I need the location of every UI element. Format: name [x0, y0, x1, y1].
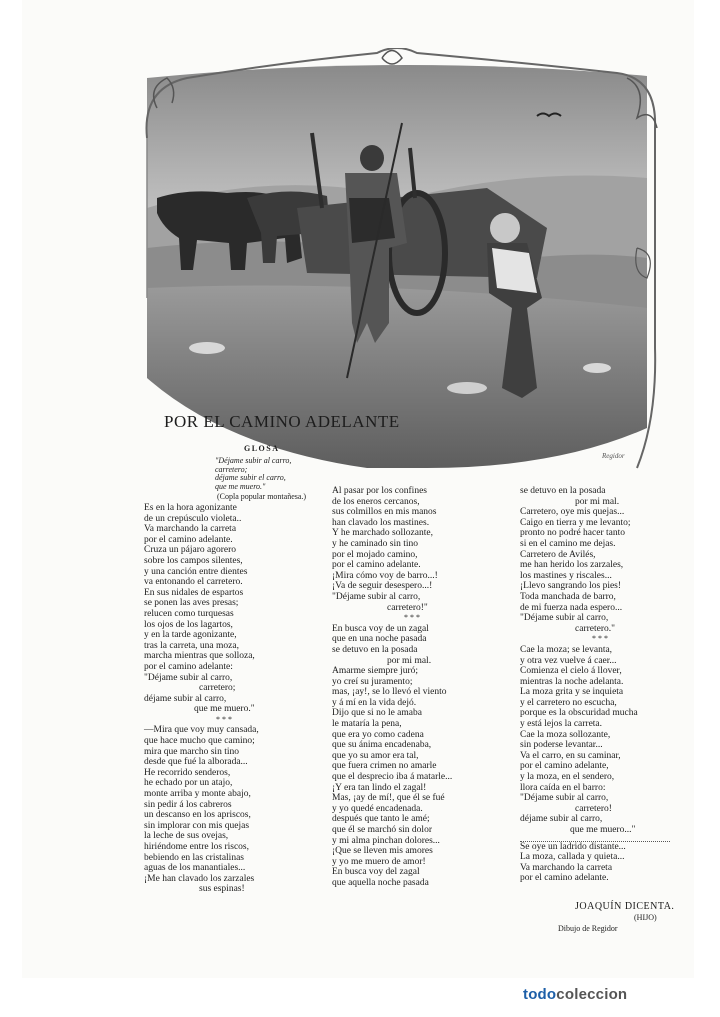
poem-line: hiriéndome entre los riscos,	[144, 842, 250, 852]
poem-line: relucen como turquesas	[144, 608, 234, 619]
poem-line: sin poderse levantar...	[520, 740, 603, 751]
poem-line: que fuera crimen no amarle	[332, 761, 437, 772]
poem-line: "Déjame subir al carro,	[144, 672, 233, 683]
poem-line: y he caminado sin tino	[332, 538, 419, 549]
poem-line: por el camino adelante.	[520, 873, 609, 884]
poem-line: y otra vez vuelve á caer...	[520, 655, 617, 666]
poem-line: de los eneros cercanos,	[332, 496, 420, 507]
poem-line: Va marchando la carreta	[520, 862, 613, 873]
poem-line: que hace mucho que camino;	[144, 736, 255, 747]
poem-line: déjame subir al carro,	[144, 693, 227, 704]
poem-line: ¡Llevo sangrando los pies!	[520, 581, 622, 592]
poem-line: "Déjame subir al carro,	[520, 613, 609, 624]
poem-line: sus colmillos en mis manos	[332, 507, 437, 518]
poem-line: carretero!"	[387, 602, 428, 613]
poem-line: le mataría la pena,	[332, 719, 402, 730]
poem-line: y una canción entre dientes	[144, 566, 248, 577]
poem-line: que me muero..."	[570, 825, 636, 835]
poem-line: Toda manchada de barro,	[520, 591, 616, 602]
poem-line: que en una noche pasada	[332, 634, 427, 645]
poem-line: se detuvo en la posada	[520, 486, 606, 496]
illustration-signature: Regidor	[602, 452, 625, 460]
poem-line: —Mira que voy muy cansada,	[144, 725, 259, 736]
poem-line: Amarme siempre juró;	[332, 666, 419, 677]
poem-line: yo creí su juramento;	[332, 676, 413, 687]
poem-line: ¡Me han clavado los zarzales	[144, 873, 255, 884]
poem-line: ¡Va de seguir desespero...!	[332, 581, 433, 592]
poem-line: tras la carreta, una moza,	[144, 640, 239, 651]
epigraph-line: déjame subir el carro,	[215, 473, 286, 482]
epigraph	[215, 457, 291, 491]
poem-line: mientras la noche adelanta.	[520, 676, 624, 687]
poem-line: y yo quedé encadenada.	[332, 803, 423, 814]
poem-line: Es en la hora agonizante	[144, 503, 237, 513]
poem-line: que era yo como cadena	[332, 729, 424, 740]
poem-line: En busca voy del zagal	[332, 867, 420, 878]
poem-line: y mi alma pinchan dolores...	[332, 835, 440, 846]
watermark-part-2: coleccion	[556, 986, 628, 1003]
poem-line: por mi mal.	[575, 496, 620, 507]
poem-line: sin implorar con mis quejas	[144, 820, 250, 831]
poem-line: por el camino adelante.	[144, 534, 233, 545]
poem-line: Dijo que si no le amaba	[332, 708, 422, 719]
poem-line: llora caída en el barro:	[520, 782, 606, 793]
poem-line: que su ánima encadenaba,	[332, 740, 432, 751]
poem-line: Y he marchado sollozante,	[332, 528, 433, 539]
poem-column-2	[332, 486, 492, 889]
poem-line: carretero."	[575, 623, 615, 634]
poem-line: se ponen las aves presas;	[144, 598, 239, 609]
poem-line: Cae la moza sollozante,	[520, 729, 611, 740]
drawing-credit: Dibujo de Regidor	[558, 924, 618, 933]
poem-line: un descanso en los apriscos,	[144, 810, 251, 821]
poem-line: va entonando el carretero.	[144, 577, 243, 588]
epigraph-line: "Déjame subir al carro,	[215, 456, 292, 465]
poem-line: desde que fué la alborada...	[144, 757, 248, 768]
poem-line: si en el camino me dejas.	[520, 538, 616, 549]
poem-line: En busca voy de un zagal	[332, 623, 429, 634]
poem-line: sus espinas!	[199, 884, 245, 895]
epigraph-line: que me muero."	[215, 481, 266, 491]
poem-line: que yo su amor era tal,	[332, 750, 419, 761]
poem-line: Se oye un ladrido distante...	[520, 841, 626, 852]
poem-line: que me muero."	[194, 704, 255, 715]
poem-line: déjame subir al carro,	[520, 814, 603, 825]
poem-line: "Déjame subir al carro,	[332, 591, 421, 602]
glosa-heading: GLOSA	[244, 444, 280, 453]
poem-line: carretero;	[199, 683, 236, 694]
poem-line: Al pasar por los confines	[332, 486, 427, 496]
poem-line: La moza grita y se inquieta	[520, 687, 624, 698]
poem-line: han clavado los mastines.	[332, 517, 430, 528]
poem-line: * * *	[592, 634, 608, 644]
engraving-illustration	[127, 48, 667, 470]
poem-line: ¡Y era tan lindo el zagal!	[332, 782, 427, 793]
poem-line: sin pedir á los cabreros	[144, 799, 232, 810]
poem-line: carretero!	[575, 803, 612, 814]
author-note: (HIJO)	[634, 913, 657, 922]
poem-line: ¡Que se lleven mis amores	[332, 846, 433, 857]
poem-line: Mas, ¡ay de mí!, que él se fué	[332, 793, 445, 804]
poem-line: sobre los campos silentes,	[144, 555, 243, 566]
poem-line: marcha mientras que solloza,	[144, 651, 255, 662]
poem-line: En sus nidales de espartos	[144, 587, 244, 598]
poem-line: La moza, callada y quieta...	[520, 852, 625, 863]
poem-line: que él se marchó sin dolor	[332, 825, 432, 835]
epigraph-line: carretero;	[215, 464, 248, 474]
poem-line: Cruza un pájaro agorero	[144, 545, 237, 556]
poem-line: he echado por un atajo,	[144, 778, 233, 789]
poem-line: mas, ¡ay!, se lo llevó el viento	[332, 687, 447, 698]
poem-line: después que tanto le amé;	[332, 814, 430, 825]
poem-line: aguas de los manantiales...	[144, 863, 246, 874]
poem-line: por el mojado camino,	[332, 549, 418, 560]
poem-line: * * *	[404, 613, 420, 623]
poem-line: y yo me muero de amor!	[332, 856, 426, 867]
author-name: JOAQUÍN DICENTA.	[575, 901, 675, 912]
poem-line: * * *	[216, 714, 232, 724]
poem-line: que aquella noche pasada	[332, 877, 429, 888]
poem-line: por el camino adelante:	[144, 661, 233, 672]
poem-line: Va el carro, en su caminar,	[520, 750, 621, 761]
poem-line: Carretero, oye mis quejas...	[520, 507, 625, 518]
poem-line: Caigo en tierra y me levanto;	[520, 517, 631, 528]
poem-line: y está lejos la carreta.	[520, 719, 603, 730]
poem-line: "Déjame subir al carro,	[520, 793, 609, 804]
watermark-logo	[523, 986, 627, 1003]
epigraph-credit: (Copla popular montañesa.)	[217, 492, 307, 501]
poem-line: los ojos de los lagartos,	[144, 619, 233, 630]
poem-line: Comienza el cielo á llover,	[520, 666, 622, 677]
watermark-part-1: todo	[523, 986, 557, 1003]
poem-line: He recorrido senderos,	[144, 767, 231, 778]
article-title: POR EL CAMINO ADELANTE	[164, 412, 400, 431]
poem-line: Va marchando la carreta	[144, 524, 237, 535]
poem-line: se detuvo en la posada	[332, 644, 418, 655]
poem-column-3	[520, 486, 680, 884]
poem-line: y en la tarde agonizante,	[144, 630, 237, 641]
poem-line: y el carretero no escucha,	[520, 697, 617, 708]
poem-line: pronto no podré hacer tanto	[520, 528, 625, 539]
poem-line: de mi fuerza nada espero...	[520, 602, 623, 613]
poem-column-1	[144, 503, 304, 895]
poem-line: me han herido los zarzales,	[520, 560, 624, 571]
poem-line: Carretero de Avilés,	[520, 549, 596, 560]
poem-line: la leche de sus ovejas,	[144, 831, 229, 842]
poem-line: que el desprecio iba á matarle...	[332, 772, 453, 783]
poem-line: monte arriba y monte abajo,	[144, 789, 251, 800]
poem-line: por el camino adelante.	[332, 560, 421, 571]
poem-line: por el camino adelante,	[520, 761, 609, 772]
poem-line: bebiendo en las cristalinas	[144, 852, 244, 863]
poem-line: mira que marcho sin tino	[144, 746, 239, 757]
poem-line: y la moza, en el sendero,	[520, 772, 615, 783]
poem-line: porque es la obscuridad mucha	[520, 708, 638, 719]
poem-line: y á mí en la vida dejó.	[332, 697, 417, 708]
poem-line: de un crepúsculo violeta..	[144, 513, 242, 524]
magazine-page	[22, 0, 694, 978]
poem-line: Cae la moza; se levanta,	[520, 644, 613, 655]
poem-line: ¡Mira cómo voy de barro...!	[332, 570, 438, 581]
poem-line: por mi mal.	[387, 655, 432, 666]
poem-line: los mastines y riscales...	[520, 570, 612, 581]
